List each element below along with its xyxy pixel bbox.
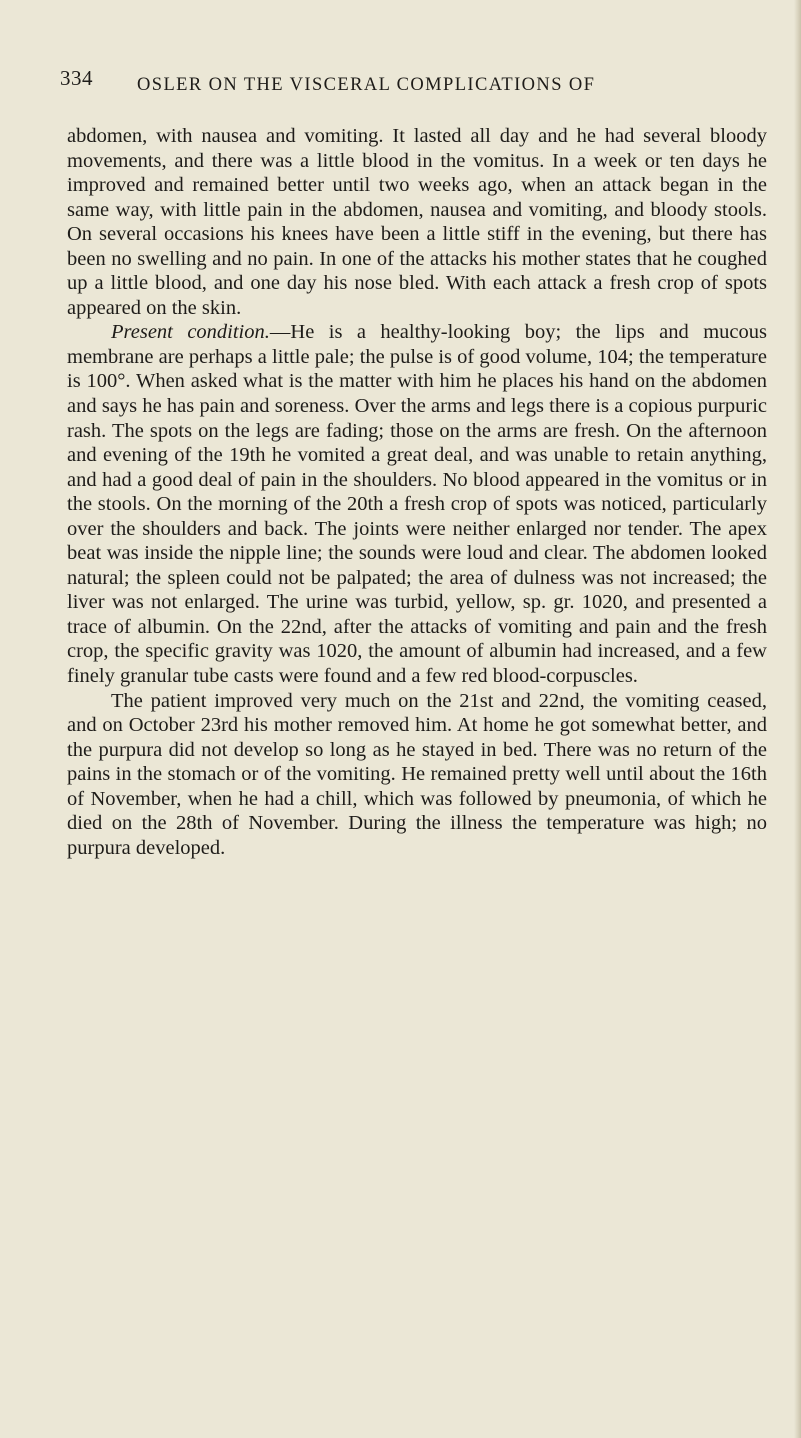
page-number: 334	[60, 66, 93, 90]
paragraph-3	[67, 689, 767, 861]
paragraph-1	[67, 124, 767, 320]
paragraph-lead: Present condition.	[111, 321, 270, 344]
body-text	[67, 124, 767, 860]
paragraph-text: —He is a healthy-looking boy; the lips and mucous membrane are perhaps a little pale; the pulse is of good volume, 104; the temperature is 100°. When asked what is the matter with him he places his hand on the abdomen and says he has pain and soreness. Over the arms and legs there is a copious purpuric rash. The spots on the legs are fading; those on the arms are fresh. On the afternoon and evening of the 19th he vomited a great deal, and was unable to retain anything, and had a good deal of pain in the shoulders. No blood appeared in the vomitus or in the stools. On the morning of the 20th a fresh crop of spots was noticed, particularly over the shoulders and back. The joints were neither enlarged nor tender. The apex beat was inside the nipple line; the sounds were loud and clear. The abdomen looked natural; the spleen could not be palpated; the area of dulness was not increased; the liver was not enlarged. The urine was turbid, yellow, sp. gr. 1020, and presented a trace of albumin. On the 22nd, after the attacks of vomiting and pain and the fresh crop, the specific gravity was 1020, the amount of albumin had increased, and a few finely granular tube casts were found and a few red blood-corpuscles.	[67, 321, 768, 688]
page-header	[60, 66, 740, 106]
paragraph-text: The patient improved very much on the 21st and 22nd, the vomiting ceased, and on October 23rd his mother removed him. At home he got somewhat better, and the purpura did not develop so long as he stayed in bed. There was no return of the pains in the stomach or of the vomiting. He remained pretty well until about the 16th of November, when he had a chill, which was followed by pneumonia, of which he died on the 28th of November. During the illness the temperature was high; no purpura developed.	[67, 689, 767, 859]
running-head: OSLER ON THE VISCERAL COMPLICATIONS OF	[137, 75, 596, 95]
page-edge	[794, 0, 801, 1438]
paragraph-text: abdomen, with nausea and vomiting. It lasted all day and he had several bloody movements, and there was a little blood in the vomitus. In a week or ten days he improved and remained better until two weeks ago, when an attack began in the same way, with little pain in the abdomen, nausea and vomiting, and bloody stools. On several occasions his knees have been a little stiff in the evening, but there has been no swelling and no pain. In one of the attacks his mother states that he coughed up a little blood, and one day his nose bled. With each attack a fresh crop of spots appeared on the skin.	[67, 125, 767, 319]
paragraph-2	[67, 320, 767, 688]
